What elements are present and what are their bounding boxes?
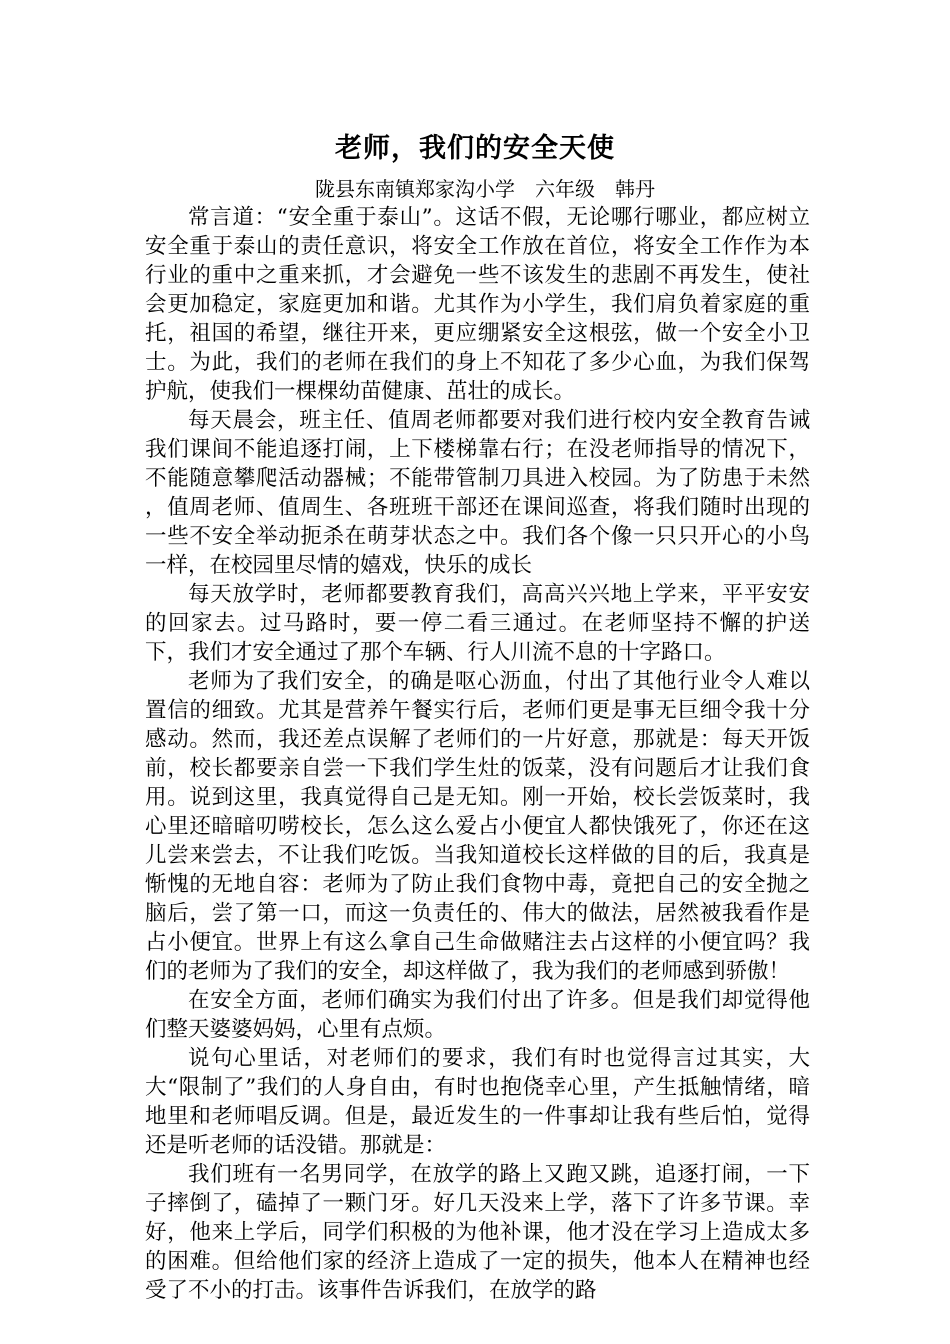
paragraph-3: 每天放学时，老师都要教育我们，高高兴兴地上学来，平平安安的回家去。过马路时，要一停二看三通过。在老师坚持不懈的护送下，我们才安全通过了那个车辆、行人川流不息的十字路口。 xyxy=(145,582,810,665)
page-title: 老师，我们的安全天使 xyxy=(335,133,615,164)
paragraph-4: 老师为了我们安全，的确是呕心沥血，付出了其他行业令人难以置信的细致。尤其是营养午餐实行后，老师们更是事无巨细令我十分感动。然而，我还差点误解了老师们的一片好意，那就是：每天开饭前，校长都要亲自尝一下我们学生灶的饭菜，没有问题后才让我们食用。说到这里，我真觉得自己是无知。刚一开始，校长尝饭菜时，我心里还暗暗叨唠校长，怎么这么爱占小便宜人都快饿死了，你还在这儿尝来尝去，不让我们吃饭。当我知道校长这样做的目的后，我真是惭愧的无地自容：老师为了防止我们食物中毒，竟把自己的安全抛之脑后，尝了第一口，而这一负责任的、伟大的做法，居然被我看作是占小便宜。世界上有这么拿自己生命做赌注去占这样的小便宜吗？我们的老师为了我们的安全，却这样做了，我为我们的老师感到骄傲！ xyxy=(145,669,810,984)
paragraph-1: 常言道：“安全重于泰山”。这话不假，无论哪行哪业，都应树立安全重于泰山的责任意识，将安全工作放在首位，将安全工作作为本行业的重中之重来抓，才会避免一些不该发生的悲剧不再发生，使社会更加稳定，家庭更加和谐。尤其作为小学生，我们肩负着家庭的重托，祖国的希望，继往开来，更应绷紧安全这根弦，做一个安全小卫士。为此，我们的老师在我们的身上不知花了多少心血，为我们保驾护航，使我们一棵棵幼苗健康、茁壮的成长。 xyxy=(145,205,810,404)
paragraph-6: 说句心里话，对老师们的要求，我们有时也觉得言过其实，大大“限制了”我们的人身自由，有时也抱侥幸心里，产生抵触情绪，暗地里和老师唱反调。但是，最近发生的一件事却让我有些后怕，觉得还是听老师的话没错。那就是： xyxy=(145,1046,810,1158)
author-byline: 陇县东南镇郑家沟小学 六年级 韩丹 xyxy=(315,177,655,201)
paragraph-7: 我们班有一名男同学，在放学的路上又跑又跳，追逐打闹，一下子摔倒了，磕掉了一颗门牙。好几天没来上学，落下了许多节课。幸好，他来上学后，同学们积极的为他补课，他才没在学习上造成太多的困难。但给他们家的经济上造成了一定的损失，他本人在精神也经受了不小的打击。该事件告诉我们，在放学的路 xyxy=(145,1162,810,1303)
article-body xyxy=(145,203,810,1305)
paragraph-5: 在安全方面，老师们确实为我们付出了许多。但是我们却觉得他们整天婆婆妈妈，心里有点烦。 xyxy=(145,988,810,1042)
paragraph-2: 每天晨会，班主任、值周老师都要对我们进行校内安全教育告诫我们课间不能追逐打闹，上下楼梯靠右行；在没老师指导的情况下，不能随意攀爬活动器械；不能带管制刀具进入校园。为了防患于未然 ，值周老师、值周生、各班班干部还在课间巡查，将我们随时出现的一些不安全举动扼杀在萌芽状态之中。我们各个像一只只开心的小鸟一样，在校园里尽情的嬉戏，快乐的成长 xyxy=(145,408,810,578)
